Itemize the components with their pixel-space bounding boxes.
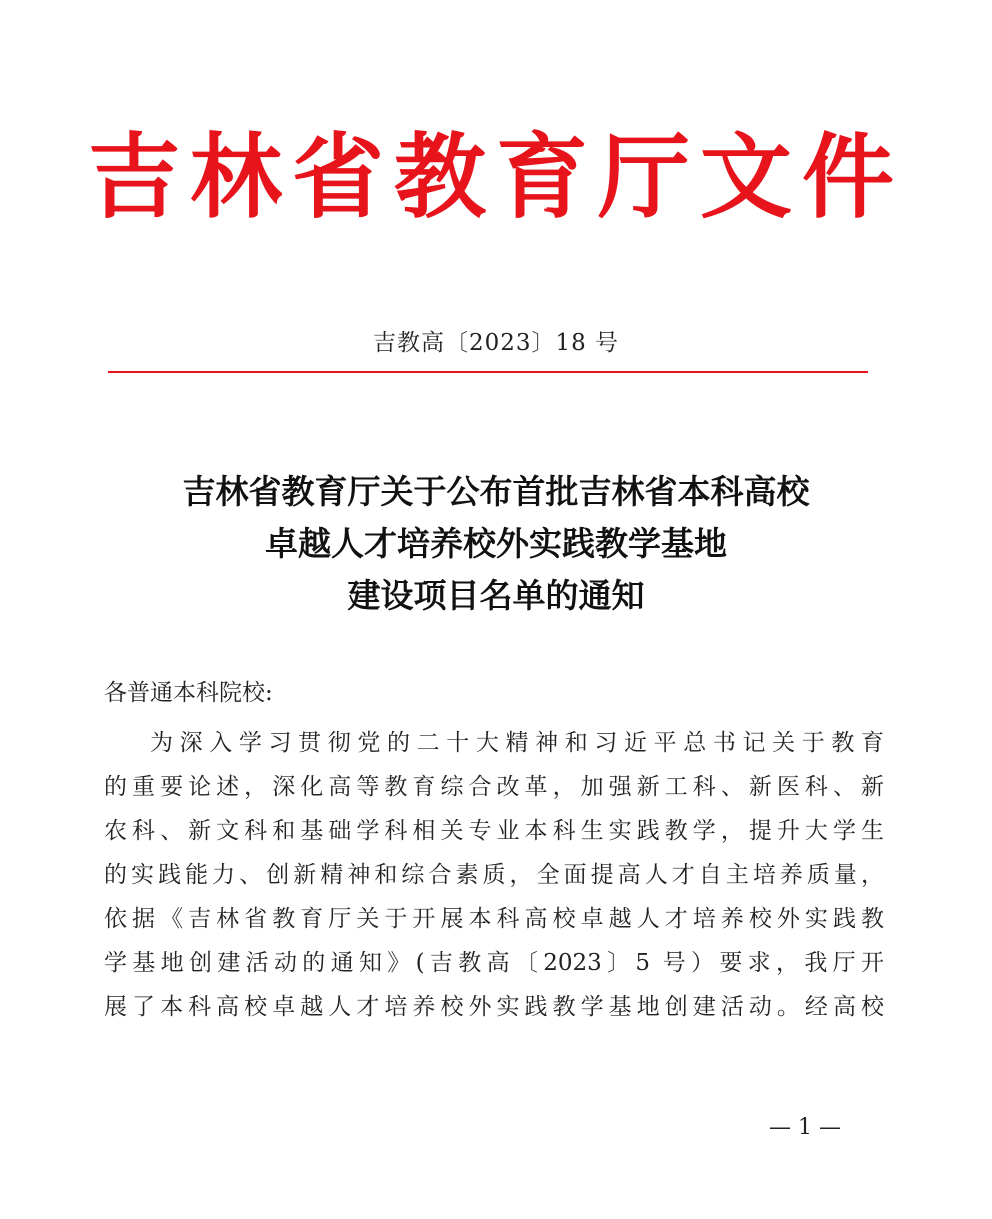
body-line-6: 学基地创建活动的通知》(吉教高〔2023〕5 号）要求，我厅开	[104, 950, 884, 976]
body-line-7: 展了本科高校卓越人才培养校外实践教学基地创建活动。经高校	[104, 994, 884, 1020]
body-line-3: 农科、新文科和基础学科相关专业本科生实践教学，提升大学生	[104, 818, 884, 844]
title-line-3: 建设项目名单的通知	[347, 576, 645, 615]
body-paragraph	[104, 721, 884, 1029]
body-line-5: 依据《吉林省教育厅关于开展本科高校卓越人才培养校外实践教	[104, 906, 884, 932]
issuer-masthead: 吉林省教育厅文件	[87, 124, 904, 231]
title-line-2: 卓越人才培养校外实践教学基地	[265, 524, 727, 563]
document-title	[0, 466, 992, 622]
red-divider-line	[108, 371, 868, 373]
body-line-4: 的实践能力、创新精神和综合素质，全面提高人才自主培养质量，	[104, 862, 884, 888]
body-line-1: 为深入学习贯彻党的二十大精神和习近平总书记关于教育	[150, 730, 884, 756]
addressee: 各普通本科院校:	[104, 680, 273, 706]
document-number: 吉教高〔2023〕18 号	[372, 330, 620, 356]
page-number: — 1 —	[769, 1115, 841, 1140]
title-line-1: 吉林省教育厅关于公布首批吉林省本科高校	[182, 472, 810, 511]
body-line-2: 的重要论述，深化高等教育综合改革，加强新工科、新医科、新	[104, 774, 884, 800]
